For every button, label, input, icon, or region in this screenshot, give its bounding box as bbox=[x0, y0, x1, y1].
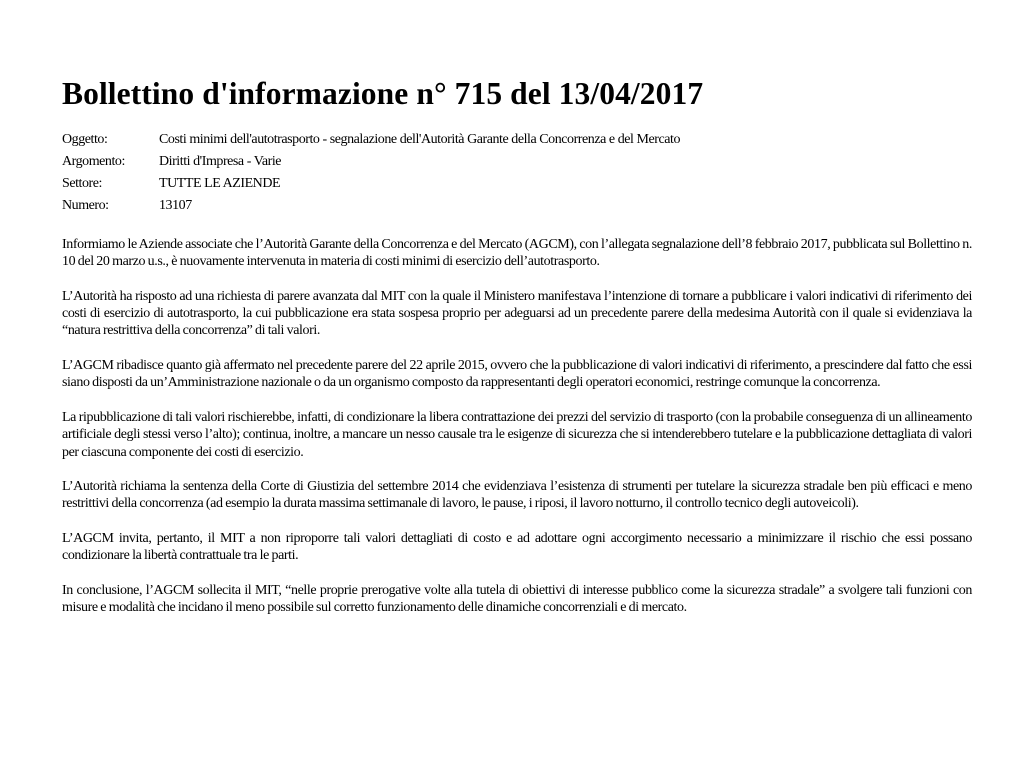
body-paragraph: L’AGCM ribadisce quanto già affermato nel precedente parere del 22 aprile 2015, ovvero che la pubblicazione di valori indicativi di riferimento, a prescindere dal fatto che essi siano disposti da un’Amministrazione nazionale o da un organismo composto da rappresentanti degli operatori economici, restringe comunque la concorrenza. bbox=[62, 358, 972, 391]
metadata-table bbox=[62, 129, 972, 217]
meta-value-settore: TUTTE LE AZIENDE bbox=[159, 176, 281, 191]
document-body bbox=[62, 236, 972, 617]
body-paragraph: L’Autorità richiama la sentenza della Corte di Giustizia del settembre 2014 che evidenziava l’esistenza di strumenti per tutelare la sicurezza stradale ben più efficaci e meno restrittivi della concorrenza (ad esempio la durata massima settimanale di lavoro, le pause, i riposi, il lavoro notturno, il controllo tecnico degli autoveicoli). bbox=[62, 479, 972, 512]
meta-value-argomento: Diritti d'Impresa - Varie bbox=[159, 154, 282, 169]
meta-label-settore: Settore: bbox=[62, 176, 102, 191]
meta-label-argomento: Argomento: bbox=[62, 154, 125, 169]
meta-label-numero: Numero: bbox=[62, 198, 109, 213]
body-paragraph: L’Autorità ha risposto ad una richiesta di parere avanzata dal MIT con la quale il Ministero manifestava l’intenzione di tornare a pubblicare i valori indicativi di riferimento dei costi di esercizio di autotrasporto, la cui pubblicazione era stata sospesa proprio per adeguarsi ad un precedente parere della medesima Autorità con il quale si evidenziava la “natura restrittiva della concorrenza” di tali valori. bbox=[62, 288, 972, 339]
body-paragraph: La ripubblicazione di tali valori rischierebbe, infatti, di condizionare la libera contrattazione dei prezzi del servizio di trasporto (con la probabile conseguenza di un allineamento artificiale degli stessi verso l’alto); continua, inoltre, a mancare un nesso causale tra le esigenze di sicurezza che si intenderebbero tutelare e la pubblicazione dettagliata di valori per ciascuna componente dei costi di esercizio. bbox=[62, 409, 972, 460]
body-paragraph: Informiamo le Aziende associate che l’Autorità Garante della Concorrenza e del Mercato (AGCM), con l’allegata segnalazione dell’8 febbraio 2017, pubblicata sul Bollettino n. 10 del 20 marzo u.s., è nuovamente intervenuta in materia di costi minimi di esercizio dell’autotrasporto. bbox=[62, 237, 972, 270]
body-paragraph: In conclusione, l’AGCM sollecita il MIT, “nelle proprie prerogative volte alla tutela di obiettivi di interesse pubblico come la sicurezza stradale” a svolgere tali funzioni con misure e modalità che incidano il meno possibile sul corretto funzionamento delle dinamiche concorrenziali e di mercato. bbox=[62, 582, 972, 616]
document-title: Bollettino d'informazione n° 715 del 13/04/2017 bbox=[62, 76, 704, 111]
body-paragraph: L’AGCM invita, pertanto, il MIT a non riproporre tali valori dettagliati di costo e ad adottare ogni accorgimento necessario a minimizzare il rischio che essi possano condizionare la libertà contrattuale tra le parti. bbox=[62, 531, 972, 564]
document-page bbox=[62, 74, 972, 617]
meta-value-numero: 13107 bbox=[159, 198, 192, 213]
meta-label-oggetto: Oggetto: bbox=[62, 132, 108, 147]
meta-value-oggetto: Costi minimi dell'autotrasporto - segnalazione dell'Autorità Garante della Concorrenza e del Mercato bbox=[159, 132, 681, 147]
